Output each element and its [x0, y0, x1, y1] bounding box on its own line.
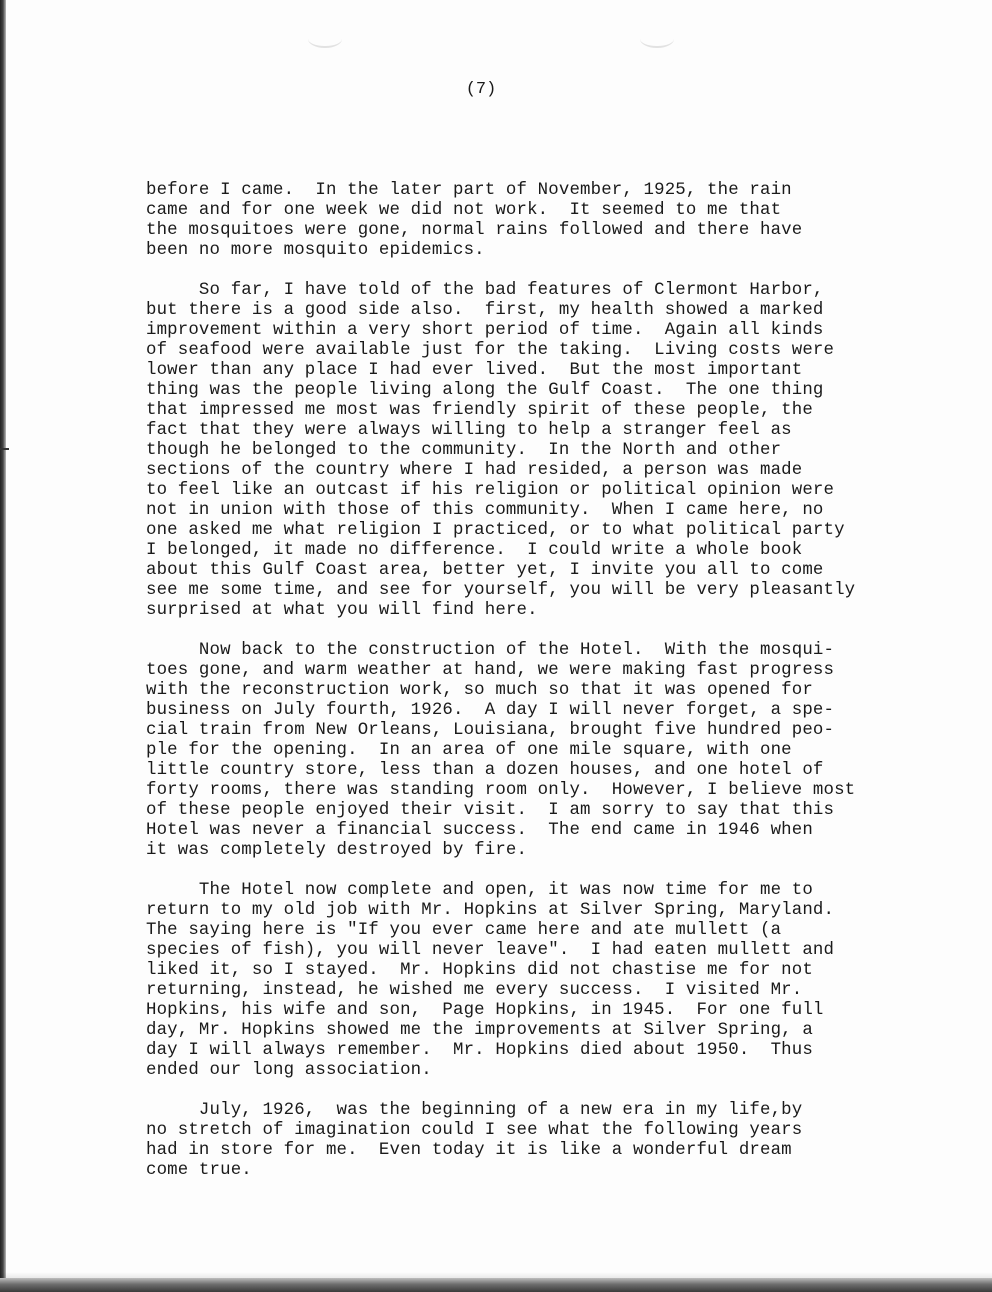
text-line: before I came. In the later part of November, 1925, the rain: [146, 181, 792, 200]
left-binding-edge: [0, 0, 6, 1292]
text-line: improvement within a very short period of time. Again all kinds: [146, 321, 824, 340]
text-line: day I will always remember. Mr. Hopkins died about 1950. Thus: [146, 1041, 813, 1060]
text-line: no stretch of imagination could I see what the following years: [146, 1121, 803, 1140]
paragraph-2: [146, 281, 976, 621]
text-line: had in store for me. Even today it is like a wonderful dream: [146, 1141, 792, 1160]
text-line: that impressed me most was friendly spirit of these people, the: [146, 401, 813, 420]
text-line: So far, I have told of the bad features of Clermont Harbor,: [146, 281, 824, 300]
text-line: cial train from New Orleans, Louisiana, brought five hundred peo-: [146, 721, 835, 740]
text-line: of seafood were available just for the taking. Living costs were: [146, 341, 835, 360]
left-margin-mark: [0, 448, 9, 450]
text-line: the mosquitoes were gone, normal rains followed and there have: [146, 221, 803, 240]
paragraph-5: [146, 1101, 976, 1181]
punch-hole-mark-right: [640, 30, 674, 48]
bottom-scan-edge: [0, 1278, 992, 1292]
text-line: ended our long association.: [146, 1061, 432, 1080]
text-line: day, Mr. Hopkins showed me the improvements at Silver Spring, a: [146, 1021, 813, 1040]
punch-hole-mark-left: [308, 30, 342, 48]
text-line: come true.: [146, 1161, 252, 1180]
text-line: to feel like an outcast if his religion or political opinion were: [146, 481, 835, 500]
text-line: it was completely destroyed by fire.: [146, 841, 528, 860]
text-line: Hotel was never a financial success. The end came in 1946 when: [146, 821, 813, 840]
text-line: July, 1926, was the beginning of a new era in my life,by: [146, 1101, 803, 1120]
text-line: business on July fourth, 1926. A day I will never forget, a spe-: [146, 701, 835, 720]
text-line: The saying here is "If you ever came here and ate mullett (a: [146, 921, 782, 940]
text-line: return to my old job with Mr. Hopkins at Silver Spring, Maryland.: [146, 901, 835, 920]
text-line: liked it, so I stayed. Mr. Hopkins did not chastise me for not: [146, 961, 813, 980]
text-line: little country store, less than a dozen houses, and one hotel of: [146, 761, 824, 780]
paragraph-4: [146, 881, 976, 1081]
text-line: with the reconstruction work, so much so that it was opened for: [146, 681, 813, 700]
text-line: though he belonged to the community. In the North and other: [146, 441, 782, 460]
text-line: forty rooms, there was standing room only. However, I believe most: [146, 781, 856, 800]
text-line: returning, instead, he wished me every success. I visited Mr.: [146, 981, 803, 1000]
text-line: see me some time, and see for yourself, you will be very pleasantly: [146, 581, 856, 600]
text-line: species of fish), you will never leave". I had eaten mullett and: [146, 941, 835, 960]
text-line: surprised at what you will find here.: [146, 601, 538, 620]
text-line: ple for the opening. In an area of one mile square, with one: [146, 741, 792, 760]
text-line: came and for one week we did not work. It seemed to me that: [146, 201, 782, 220]
paragraph-3: [146, 641, 976, 861]
text-line: lower than any place I had ever lived. But the most important: [146, 361, 803, 380]
body-text: [146, 181, 976, 1201]
text-line: not in union with those of this community. When I came here, no: [146, 501, 824, 520]
text-line: sections of the country where I had resided, a person was made: [146, 461, 803, 480]
text-line: Now back to the construction of the Hotel. With the mosqui-: [146, 641, 835, 660]
text-line: but there is a good side also. first, my health showed a marked: [146, 301, 824, 320]
text-line: Hopkins, his wife and son, Page Hopkins, in 1945. For one full: [146, 1001, 824, 1020]
paragraph-1: [146, 181, 976, 261]
text-line: of these people enjoyed their visit. I am sorry to say that this: [146, 801, 835, 820]
text-line: one asked me what religion I practiced, or to what political party: [146, 521, 845, 540]
text-line: fact that they were always willing to help a stranger feel as: [146, 421, 792, 440]
text-line: about this Gulf Coast area, better yet, I invite you all to come: [146, 561, 824, 580]
text-line: thing was the people living along the Gulf Coast. The one thing: [146, 381, 824, 400]
page-number: (7): [465, 80, 497, 99]
text-line: toes gone, and warm weather at hand, we were making fast progress: [146, 661, 835, 680]
text-line: I belonged, it made no difference. I could write a whole book: [146, 541, 803, 560]
text-line: The Hotel now complete and open, it was now time for me to: [146, 881, 813, 900]
text-line: been no more mosquito epidemics.: [146, 241, 485, 260]
